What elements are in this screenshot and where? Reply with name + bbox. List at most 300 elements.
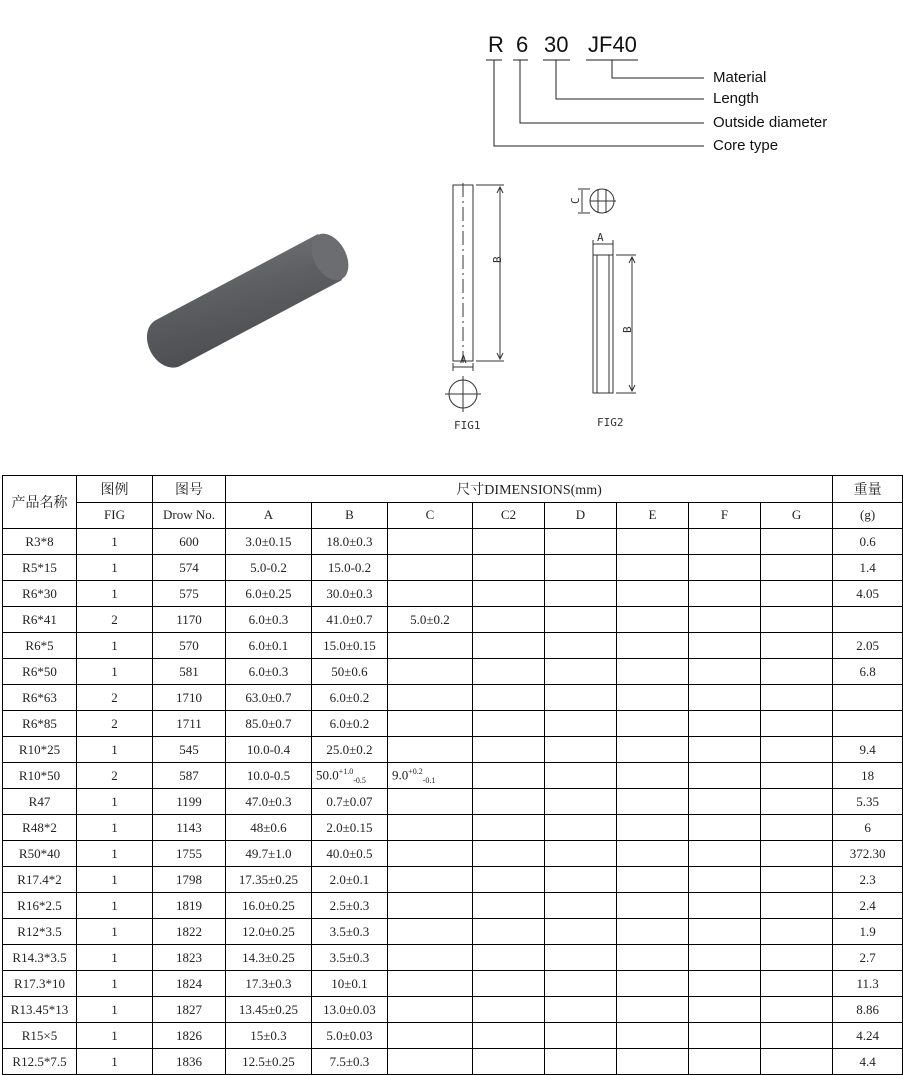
header-fig-cn: 图例 (77, 476, 153, 503)
cell-dim-b: 3.5±0.3 (312, 919, 388, 945)
header-col-a: A (226, 502, 312, 529)
cell-dim-f (689, 945, 761, 971)
legend-outside-diameter: Outside diameter (713, 114, 828, 131)
cell-weight: 0.6 (833, 529, 903, 555)
cell-dim-a: 10.0-0.5 (226, 763, 312, 789)
cell-dim-g (761, 763, 833, 789)
header-col-d: D (545, 502, 617, 529)
code-part-length: 30 (544, 32, 569, 57)
cell-fig: 1 (77, 815, 153, 841)
cell-dim-g (761, 711, 833, 737)
cell-weight: 2.05 (833, 633, 903, 659)
cell-dim-c (388, 1023, 473, 1049)
cell-weight: 5.35 (833, 789, 903, 815)
cell-drawing-no: 1824 (153, 971, 226, 997)
cell-dim-c2 (473, 633, 545, 659)
cell-fig: 1 (77, 997, 153, 1023)
cell-dim-c (388, 685, 473, 711)
cell-weight: 6.8 (833, 659, 903, 685)
header-col-e: E (617, 502, 689, 529)
cell-dim-f (689, 659, 761, 685)
cell-dim-d (545, 789, 617, 815)
fig1-drawing (430, 175, 530, 440)
cell-dim-d (545, 945, 617, 971)
cell-dim-a: 48±0.6 (226, 815, 312, 841)
cell-dim-c2 (473, 1023, 545, 1049)
cell-dim-e (617, 893, 689, 919)
cell-dim-f (689, 685, 761, 711)
cell-dim-c (388, 867, 473, 893)
cell-dim-f (689, 815, 761, 841)
cell-dim-c: 5.0±0.2 (388, 607, 473, 633)
table-row (3, 815, 903, 841)
cell-dim-f (689, 607, 761, 633)
fig1-label: FIG1 (454, 419, 481, 432)
table-row (3, 607, 903, 633)
cell-dim-b: 25.0±0.2 (312, 737, 388, 763)
cell-dim-a: 47.0±0.3 (226, 789, 312, 815)
cell-dim-d (545, 607, 617, 633)
cell-dim-f (689, 841, 761, 867)
cell-product-name: R17.3*10 (3, 971, 77, 997)
cell-dim-c2 (473, 685, 545, 711)
cell-drawing-no: 1170 (153, 607, 226, 633)
cell-dim-c2 (473, 919, 545, 945)
cell-fig: 1 (77, 555, 153, 581)
cell-dim-e (617, 633, 689, 659)
cell-dim-a: 6.0±0.3 (226, 607, 312, 633)
cell-dim-g (761, 659, 833, 685)
cell-dim-g (761, 867, 833, 893)
cell-weight: 1.9 (833, 919, 903, 945)
cell-weight: 18 (833, 763, 903, 789)
cell-product-name: R13.45*13 (3, 997, 77, 1023)
cell-dim-a: 13.45±0.25 (226, 997, 312, 1023)
cell-dim-b: 15.0±0.15 (312, 633, 388, 659)
cell-dim-d (545, 555, 617, 581)
cell-dim-e (617, 919, 689, 945)
cell-product-name: R6*41 (3, 607, 77, 633)
cell-dim-d (545, 763, 617, 789)
legend-material: Material (713, 69, 767, 86)
table-row (3, 581, 903, 607)
cell-dim-e (617, 815, 689, 841)
cell-product-name: R6*5 (3, 633, 77, 659)
header-col-c2: C2 (473, 502, 545, 529)
cell-drawing-no: 1798 (153, 867, 226, 893)
cell-drawing-no: 1711 (153, 711, 226, 737)
cell-dim-c2 (473, 893, 545, 919)
cell-dim-c (388, 711, 473, 737)
cell-dim-c (388, 971, 473, 997)
cell-dim-c2 (473, 945, 545, 971)
tolerance-upper: +1.0 (338, 766, 354, 776)
cell-dim-c (388, 737, 473, 763)
cell-weight: 6 (833, 815, 903, 841)
table-row (3, 971, 903, 997)
cell-dim-d (545, 841, 617, 867)
cell-product-name: R10*25 (3, 737, 77, 763)
fig1-dim-a: A (460, 353, 467, 366)
fig2-drawing (560, 180, 660, 410)
cell-dim-c2 (473, 971, 545, 997)
cell-drawing-no: 1755 (153, 841, 226, 867)
cell-dim-c2 (473, 529, 545, 555)
cell-dim-d (545, 867, 617, 893)
cell-dim-f (689, 711, 761, 737)
cell-fig: 1 (77, 867, 153, 893)
cell-fig: 1 (77, 1049, 153, 1075)
cell-weight: 8.86 (833, 997, 903, 1023)
cell-dim-d (545, 633, 617, 659)
table-row (3, 1049, 903, 1075)
cell-dim-a: 12.5±0.25 (226, 1049, 312, 1075)
cell-dim-a: 17.3±0.3 (226, 971, 312, 997)
cell-product-name: R48*2 (3, 815, 77, 841)
header-product-name: 产品名称 (3, 476, 77, 529)
cell-dim-c (388, 633, 473, 659)
cell-dim-c2 (473, 997, 545, 1023)
cell-dim-a: 3.0±0.15 (226, 529, 312, 555)
cell-dim-c (388, 815, 473, 841)
cell-dim-f (689, 763, 761, 789)
cell-weight: 2.4 (833, 893, 903, 919)
cell-dim-g (761, 737, 833, 763)
cell-weight: 4.05 (833, 581, 903, 607)
cell-fig: 1 (77, 841, 153, 867)
cell-dim-b: 3.5±0.3 (312, 945, 388, 971)
tolerance-lower: -0.1 (422, 775, 436, 785)
cell-dim-a: 6.0±0.3 (226, 659, 312, 685)
cell-fig: 1 (77, 529, 153, 555)
cell-dim-d (545, 711, 617, 737)
cell-drawing-no: 1819 (153, 893, 226, 919)
rod-core-image (140, 222, 360, 382)
tolerance-upper: +0.2 (408, 766, 423, 776)
cell-dim-e (617, 581, 689, 607)
cell-dim-a: 85.0±0.7 (226, 711, 312, 737)
cell-fig: 1 (77, 893, 153, 919)
cell-dim-f (689, 1023, 761, 1049)
cell-dim-b: 6.0±0.2 (312, 685, 388, 711)
cell-dim-f (689, 919, 761, 945)
table-row (3, 789, 903, 815)
cell-drawing-no: 600 (153, 529, 226, 555)
cell-dim-c (388, 945, 473, 971)
cell-dim-e (617, 555, 689, 581)
tolerance-lower: -0.5 (353, 775, 366, 785)
cell-dim-d (545, 529, 617, 555)
code-part-material: JF40 (588, 32, 637, 57)
cell-dim-c (388, 763, 473, 789)
cell-dim-c2 (473, 763, 545, 789)
table-row (3, 1023, 903, 1049)
cell-dim-b: 2.0±0.15 (312, 815, 388, 841)
cell-product-name: R6*30 (3, 581, 77, 607)
cell-product-name: R12*3.5 (3, 919, 77, 945)
fig2-label: FIG2 (597, 416, 624, 429)
cell-dim-g (761, 997, 833, 1023)
cell-drawing-no: 1836 (153, 1049, 226, 1075)
cell-dim-b: 40.0±0.5 (312, 841, 388, 867)
table-row (3, 867, 903, 893)
cell-dim-b: 2.0±0.1 (312, 867, 388, 893)
cell-fig: 1 (77, 971, 153, 997)
cell-dim-f (689, 893, 761, 919)
cell-fig: 2 (77, 763, 153, 789)
cell-fig: 1 (77, 789, 153, 815)
table-row (3, 737, 903, 763)
cell-drawing-no: 1827 (153, 997, 226, 1023)
cell-dim-f (689, 997, 761, 1023)
cell-drawing-no: 1823 (153, 945, 226, 971)
cell-weight (833, 685, 903, 711)
cell-dim-f (689, 581, 761, 607)
cell-dim-e (617, 763, 689, 789)
cell-weight: 372.30 (833, 841, 903, 867)
cell-dim-d (545, 1023, 617, 1049)
cell-dim-b: 5.0±0.03 (312, 1023, 388, 1049)
cell-dim-c (388, 581, 473, 607)
cell-dim-g (761, 971, 833, 997)
cell-dim-d (545, 997, 617, 1023)
cell-dim-b: 13.0±0.03 (312, 997, 388, 1023)
cell-dim-a: 49.7±1.0 (226, 841, 312, 867)
cell-product-name: R50*40 (3, 841, 77, 867)
table-row (3, 555, 903, 581)
cell-product-name: R6*63 (3, 685, 77, 711)
cell-dim-b: 18.0±0.3 (312, 529, 388, 555)
cell-dim-a: 6.0±0.1 (226, 633, 312, 659)
cell-dim-b: 41.0±0.7 (312, 607, 388, 633)
header-drawing-cn: 图号 (153, 476, 226, 503)
cell-drawing-no: 587 (153, 763, 226, 789)
cell-weight: 4.24 (833, 1023, 903, 1049)
cell-dim-g (761, 685, 833, 711)
cell-dim-g (761, 841, 833, 867)
cell-drawing-no: 574 (153, 555, 226, 581)
cell-drawing-no: 581 (153, 659, 226, 685)
cell-product-name: R6*50 (3, 659, 77, 685)
table-row (3, 841, 903, 867)
fig1-dim-b: B (491, 256, 504, 263)
cell-dim-c2 (473, 789, 545, 815)
table-row (3, 997, 903, 1023)
cell-dim-c (388, 789, 473, 815)
cell-product-name: R17.4*2 (3, 867, 77, 893)
cell-dim-d (545, 685, 617, 711)
cell-dim-e (617, 841, 689, 867)
table-row (3, 529, 903, 555)
cell-dim-d (545, 737, 617, 763)
cell-dim-g (761, 581, 833, 607)
cell-product-name: R15×5 (3, 1023, 77, 1049)
cell-dim-e (617, 659, 689, 685)
fig2-dim-c: C (569, 197, 582, 204)
header-weight-unit: (g) (833, 502, 903, 529)
cell-drawing-no: 575 (153, 581, 226, 607)
cell-fig: 2 (77, 685, 153, 711)
cell-dim-c2 (473, 607, 545, 633)
cell-dim-c (388, 529, 473, 555)
cell-dim-e (617, 789, 689, 815)
table-row (3, 633, 903, 659)
cell-dim-c (388, 997, 473, 1023)
cell-dim-c2 (473, 581, 545, 607)
cell-dim-e (617, 1049, 689, 1075)
header-col-f: F (689, 502, 761, 529)
cell-dim-c (388, 841, 473, 867)
cell-dim-g (761, 893, 833, 919)
cell-dim-f (689, 737, 761, 763)
cell-dim-a: 12.0±0.25 (226, 919, 312, 945)
cell-dim-g (761, 945, 833, 971)
cell-weight: 2.3 (833, 867, 903, 893)
cell-dim-f (689, 633, 761, 659)
cell-fig: 1 (77, 1023, 153, 1049)
cell-product-name: R6*85 (3, 711, 77, 737)
cell-dim-e (617, 685, 689, 711)
cell-dim-c (388, 555, 473, 581)
cell-dim-c (388, 1049, 473, 1075)
cell-dim-f (689, 789, 761, 815)
cell-fig: 1 (77, 737, 153, 763)
table-row (3, 711, 903, 737)
cell-drawing-no: 1710 (153, 685, 226, 711)
cell-dim-a: 15±0.3 (226, 1023, 312, 1049)
table-row (3, 945, 903, 971)
legend-core-type: Core type (713, 137, 779, 154)
cell-dim-e (617, 945, 689, 971)
cell-dim-a: 17.35±0.25 (226, 867, 312, 893)
cell-dim-b: 15.0-0.2 (312, 555, 388, 581)
cell-dim-f (689, 971, 761, 997)
cell-dim-e (617, 971, 689, 997)
cell-dim-a: 14.3±0.25 (226, 945, 312, 971)
legend-length: Length (713, 90, 759, 107)
cell-weight: 1.4 (833, 555, 903, 581)
header-dimensions: 尺寸DIMENSIONS(mm) (226, 476, 833, 503)
header-col-g: G (761, 502, 833, 529)
cell-weight: 11.3 (833, 971, 903, 997)
table-row (3, 685, 903, 711)
cell-dim-c2 (473, 1049, 545, 1075)
cell-dim-b: 0.7±0.07 (312, 789, 388, 815)
cell-dim-a: 6.0±0.25 (226, 581, 312, 607)
cell-dim-c2 (473, 659, 545, 685)
cell-dim-g (761, 633, 833, 659)
cell-fig: 1 (77, 919, 153, 945)
cell-fig: 2 (77, 607, 153, 633)
cell-dim-c2 (473, 815, 545, 841)
tolerance-base: 9.0 (392, 766, 409, 782)
cell-dim-g (761, 919, 833, 945)
cell-fig: 2 (77, 711, 153, 737)
cell-dim-d (545, 893, 617, 919)
cell-dim-d (545, 971, 617, 997)
fig2-dim-b: B (621, 326, 634, 333)
cell-weight: 9.4 (833, 737, 903, 763)
table-row (3, 919, 903, 945)
cell-dim-a: 63.0±0.7 (226, 685, 312, 711)
cell-product-name: R10*50 (3, 763, 77, 789)
cell-weight (833, 711, 903, 737)
cell-dim-d (545, 581, 617, 607)
cell-dim-g (761, 1023, 833, 1049)
cell-dim-c2 (473, 737, 545, 763)
cell-product-name: R47 (3, 789, 77, 815)
cell-product-name: R16*2.5 (3, 893, 77, 919)
spec-table (2, 475, 903, 1075)
cell-dim-g (761, 789, 833, 815)
header-fig-en: FIG (77, 502, 153, 529)
cell-dim-e (617, 1023, 689, 1049)
cell-dim-g (761, 555, 833, 581)
cell-dim-g (761, 1049, 833, 1075)
cell-product-name: R5*15 (3, 555, 77, 581)
cell-product-name: R12.5*7.5 (3, 1049, 77, 1075)
cell-drawing-no: 1826 (153, 1023, 226, 1049)
cell-dim-b: 7.5±0.3 (312, 1049, 388, 1075)
header-col-c: C (388, 502, 473, 529)
table-row (3, 763, 903, 789)
cell-weight: 4.4 (833, 1049, 903, 1075)
header-weight-cn: 重量 (833, 476, 903, 503)
cell-dim-f (689, 1049, 761, 1075)
cell-dim-d (545, 659, 617, 685)
cell-dim-g (761, 529, 833, 555)
table-row (3, 893, 903, 919)
cell-dim-e (617, 997, 689, 1023)
cell-dim-b: 50±0.6 (312, 659, 388, 685)
cell-dim-c2 (473, 841, 545, 867)
cell-dim-f (689, 529, 761, 555)
cell-product-name: R14.3*3.5 (3, 945, 77, 971)
code-leader-lines (0, 0, 903, 160)
tolerance-base: 50.0 (316, 766, 339, 782)
cell-dim-c (388, 919, 473, 945)
cell-drawing-no: 1143 (153, 815, 226, 841)
cell-fig: 1 (77, 581, 153, 607)
cell-dim-g (761, 815, 833, 841)
cell-weight (833, 607, 903, 633)
header-col-b: B (312, 502, 388, 529)
cell-dim-a: 10.0-0.4 (226, 737, 312, 763)
cell-drawing-no: 1822 (153, 919, 226, 945)
cell-drawing-no: 570 (153, 633, 226, 659)
cell-dim-e (617, 711, 689, 737)
table-row (3, 659, 903, 685)
code-part-diameter: 6 (516, 32, 529, 57)
cell-drawing-no: 545 (153, 737, 226, 763)
cell-dim-g (761, 607, 833, 633)
cell-dim-b: 2.5±0.3 (312, 893, 388, 919)
cell-dim-c2 (473, 711, 545, 737)
cell-fig: 1 (77, 659, 153, 685)
cell-dim-b (312, 763, 388, 789)
cell-dim-f (689, 555, 761, 581)
cell-dim-b: 30.0±0.3 (312, 581, 388, 607)
cell-dim-c (388, 893, 473, 919)
cell-dim-b: 6.0±0.2 (312, 711, 388, 737)
cell-dim-d (545, 815, 617, 841)
header-drawing-en: Drow No. (153, 502, 226, 529)
cell-fig: 1 (77, 945, 153, 971)
cell-dim-d (545, 919, 617, 945)
cell-dim-e (617, 867, 689, 893)
cell-dim-e (617, 607, 689, 633)
cell-dim-a: 5.0-0.2 (226, 555, 312, 581)
